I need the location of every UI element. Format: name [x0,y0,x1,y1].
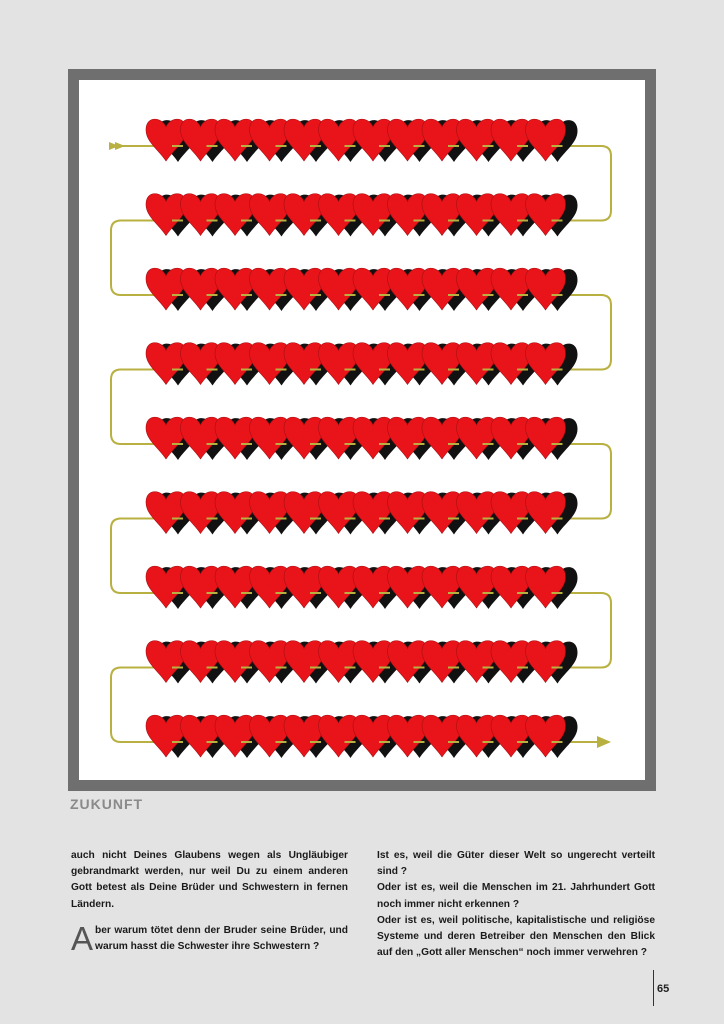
page-number: 65 [657,983,670,995]
page-number-rule [653,970,654,1006]
left-text-column [71,848,348,955]
right-text-column [377,848,655,961]
arrow-tail-icon [109,142,125,150]
quote-paragraph [71,919,348,957]
drop-cap: A [71,919,94,957]
illustration-frame [68,69,656,791]
hearts-arrow-illustration [79,80,645,780]
question-2: Oder ist es, weil die Menschen im 21. Jahrhundert Gott noch immer nicht erkennen ? [377,882,655,910]
hearts-layer [109,119,611,758]
quote-text: ber warum tötet denn der Bruder seine Brüder, und warum hasst die Schwester ihre Schwestern ? [95,924,348,953]
question-1: Ist es, weil die Güter dieser Welt so ungerecht verteilt sind ? [377,850,655,878]
question-3: Oder ist es, weil politische, kapitalistische und religiöse Systeme und deren Betreiber den Menschen den Blick auf den „Gott aller Menschen“ noch immer verwehren ? [377,914,655,959]
body-paragraph: auch nicht Deines Glaubens wegen als Ungläubiger gebrandmarkt werden, nur weil Du zu einem anderen Gott betest als Deine Brüder und Schwestern in fernen Ländern. [71,850,348,910]
section-label: ZUKUNFT [70,796,144,812]
arrow-head-icon [597,736,611,748]
